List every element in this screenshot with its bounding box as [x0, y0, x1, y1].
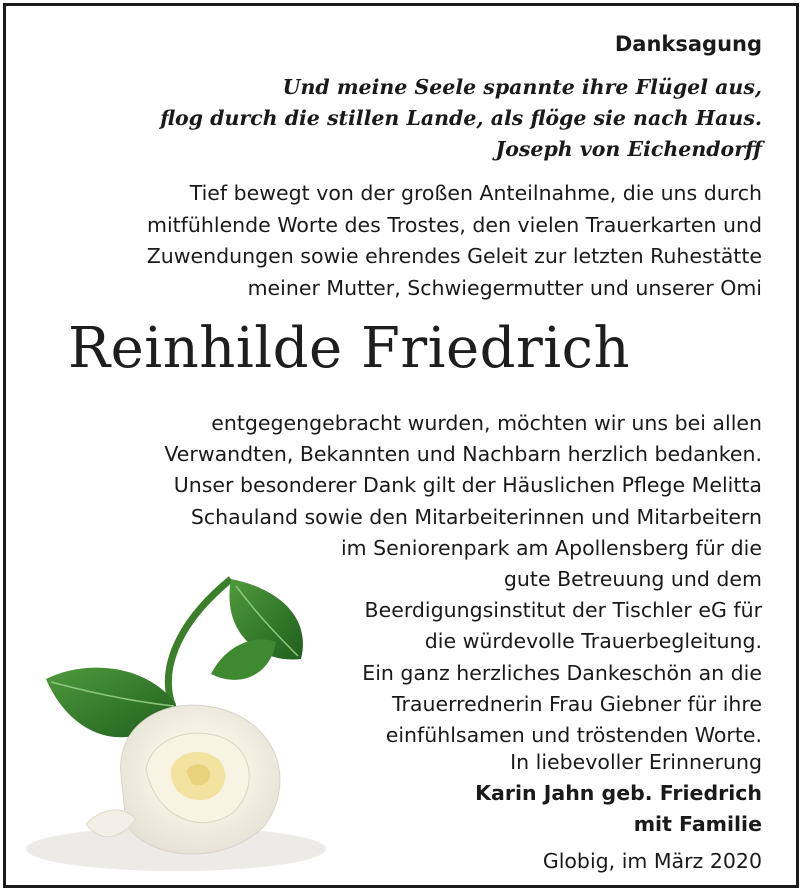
intro-line: Tief bewegt von der großen Anteilnahme, die uns durch: [189, 181, 762, 205]
thanks-line: Verwandten, Bekannten und Nachbarn herzlich bedanken.: [164, 442, 762, 467]
notice-content: [6, 6, 796, 885]
poem-quote: [160, 72, 762, 165]
thanks-line: Ein ganz herzliches Dankeschön an die: [362, 660, 762, 685]
thanks-line: gute Betreuung und dem: [503, 567, 762, 592]
thanks-line: im Seniorenpark am Apollensberg für die: [340, 535, 762, 560]
signature-intro: In liebevoller Erinnerung: [510, 750, 762, 774]
thanks-line: Trauerrednerin Frau Giebner für ihre: [391, 691, 762, 716]
intro-line: mitfühlende Worte des Trostes, den vielen Trauerkarten und: [146, 212, 762, 237]
thanks-line: die würdevolle Trauerbegleitung.: [424, 629, 762, 654]
signature-name: Karin Jahn geb. Friedrich: [475, 781, 762, 805]
notice-frame: [3, 3, 799, 888]
poem-author: Joseph von Eichendorff: [495, 137, 762, 161]
thanks-line: einfühlsamen und tröstenden Worte.: [385, 723, 762, 748]
white-rose-icon: [26, 564, 346, 884]
poem-line: Und meine Seele spannte ihre Flügel aus,: [282, 75, 762, 99]
intro-paragraph: [62, 178, 762, 304]
signature-family: mit Familie: [633, 812, 762, 836]
poem-line: flog durch die stillen Lande, als flöge sie nach Haus.: [160, 106, 762, 130]
thanks-line: entgegengebracht wurden, möchten wir uns bei allen: [211, 411, 762, 435]
intro-line: meiner Mutter, Schwiegermutter und unserer Omi: [247, 275, 762, 300]
deceased-name: Reinhilde Friedrich: [68, 316, 631, 381]
thanks-line: Unser besonderer Dank gilt der Häuslichen Pflege Melitta: [173, 473, 762, 498]
signature-block: [475, 747, 762, 840]
notice-heading: Danksagung: [614, 32, 762, 56]
intro-line: Zuwendungen sowie ehrendes Geleit zur letzten Ruhestätte: [146, 244, 762, 268]
thanks-line: Beerdigungsinstitut der Tischler eG für: [364, 598, 762, 623]
thanks-line: Schauland sowie den Mitarbeiterinnen und Mitarbeitern: [190, 504, 762, 529]
place-date: Globig, im März 2020: [542, 849, 762, 873]
